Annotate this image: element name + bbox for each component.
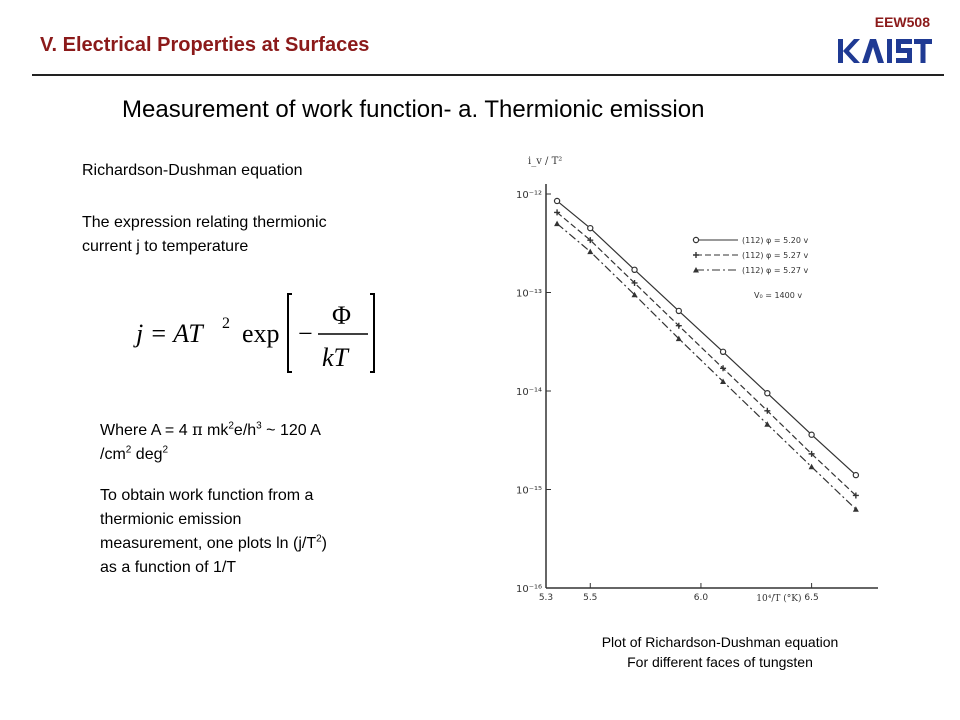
data-point-circle bbox=[588, 226, 593, 231]
eq-minus: − bbox=[298, 319, 313, 348]
x-tick-label: 5.3 bbox=[538, 593, 554, 603]
constant-definition: Where A = 4 π $mk^2e/h^3$ ~ 120 A $/cm^2$ deg$^2$ bbox=[100, 420, 321, 463]
description-line-2: current j to temperature bbox=[82, 238, 249, 255]
data-point-triangle bbox=[853, 506, 859, 512]
eq-denominator: kT bbox=[322, 343, 348, 372]
data-point-triangle bbox=[554, 221, 560, 227]
kaist-logo bbox=[838, 36, 932, 66]
y-tick-label: 10⁻¹² bbox=[515, 190, 542, 201]
obtain-line-2: thermionic emission bbox=[100, 511, 242, 528]
x-tick-label: 6.5 bbox=[804, 593, 819, 603]
richardson-plot bbox=[506, 144, 896, 624]
slide-title: Measurement of work function- a. Thermionic emission bbox=[122, 96, 705, 123]
data-point-circle bbox=[765, 391, 770, 396]
data-point-circle bbox=[853, 473, 858, 478]
data-point-circle bbox=[693, 237, 698, 242]
header-rule bbox=[32, 74, 944, 76]
course-code: EEW508 bbox=[874, 14, 930, 30]
caption-line-2: For different faces of tungsten bbox=[627, 654, 813, 670]
figure-caption bbox=[520, 632, 920, 672]
data-point-circle bbox=[554, 198, 559, 203]
section-title: V. Electrical Properties at Surfaces bbox=[40, 34, 370, 56]
eq-left-bracket bbox=[288, 294, 292, 372]
pi-symbol: π bbox=[192, 420, 203, 439]
obtain-line-1: To obtain work function from a bbox=[100, 487, 314, 504]
y-axis-label: i_v / T² bbox=[528, 156, 563, 167]
legend-entry: (112) φ = 5.27 v bbox=[742, 251, 809, 260]
caption-line-1: Plot of Richardson-Dushman equation bbox=[601, 634, 839, 650]
y-tick-label: 10⁻¹⁶ bbox=[515, 584, 542, 595]
eq-lhs: j = AT bbox=[136, 319, 203, 348]
data-point-circle bbox=[720, 349, 725, 354]
x-tick-label: 6.0 bbox=[693, 593, 709, 603]
description bbox=[82, 211, 327, 259]
obtain-explanation bbox=[100, 484, 420, 580]
y-tick-label: 10⁻¹⁵ bbox=[515, 485, 542, 497]
eq-exp: exp bbox=[242, 319, 280, 348]
legend-entry: (112) φ = 5.20 v bbox=[742, 236, 809, 245]
eq-power: 2 bbox=[222, 315, 230, 332]
legend-entry: (112) φ = 5.27 v bbox=[742, 266, 809, 275]
richardson-dushman-equation bbox=[132, 290, 382, 376]
obtain-line-4: as a function of 1/T bbox=[100, 559, 237, 576]
equation-name: Richardson-Dushman equation bbox=[82, 162, 303, 179]
y-tick-label: 10⁻¹³ bbox=[515, 288, 542, 300]
x-axis-label: 10⁴/T (°K) bbox=[756, 594, 802, 604]
data-point-triangle bbox=[764, 421, 770, 427]
x-tick-label: 5.5 bbox=[583, 593, 598, 603]
data-point-circle bbox=[676, 308, 681, 313]
data-point-plus bbox=[693, 252, 699, 258]
eq-right-bracket bbox=[370, 294, 374, 372]
data-point-circle bbox=[632, 267, 637, 272]
data-point-triangle bbox=[587, 249, 593, 255]
legend-note: V₀ = 1400 v bbox=[754, 291, 803, 300]
data-point-circle bbox=[809, 432, 814, 437]
y-tick-label: 10⁻¹⁴ bbox=[515, 387, 542, 398]
data-point-triangle bbox=[809, 464, 815, 470]
description-line-1: The expression relating thermionic bbox=[82, 214, 327, 231]
obtain-line-3: measurement, one plots $\ln (j/T^2)$ bbox=[100, 533, 327, 552]
eq-numerator: Φ bbox=[332, 301, 352, 330]
